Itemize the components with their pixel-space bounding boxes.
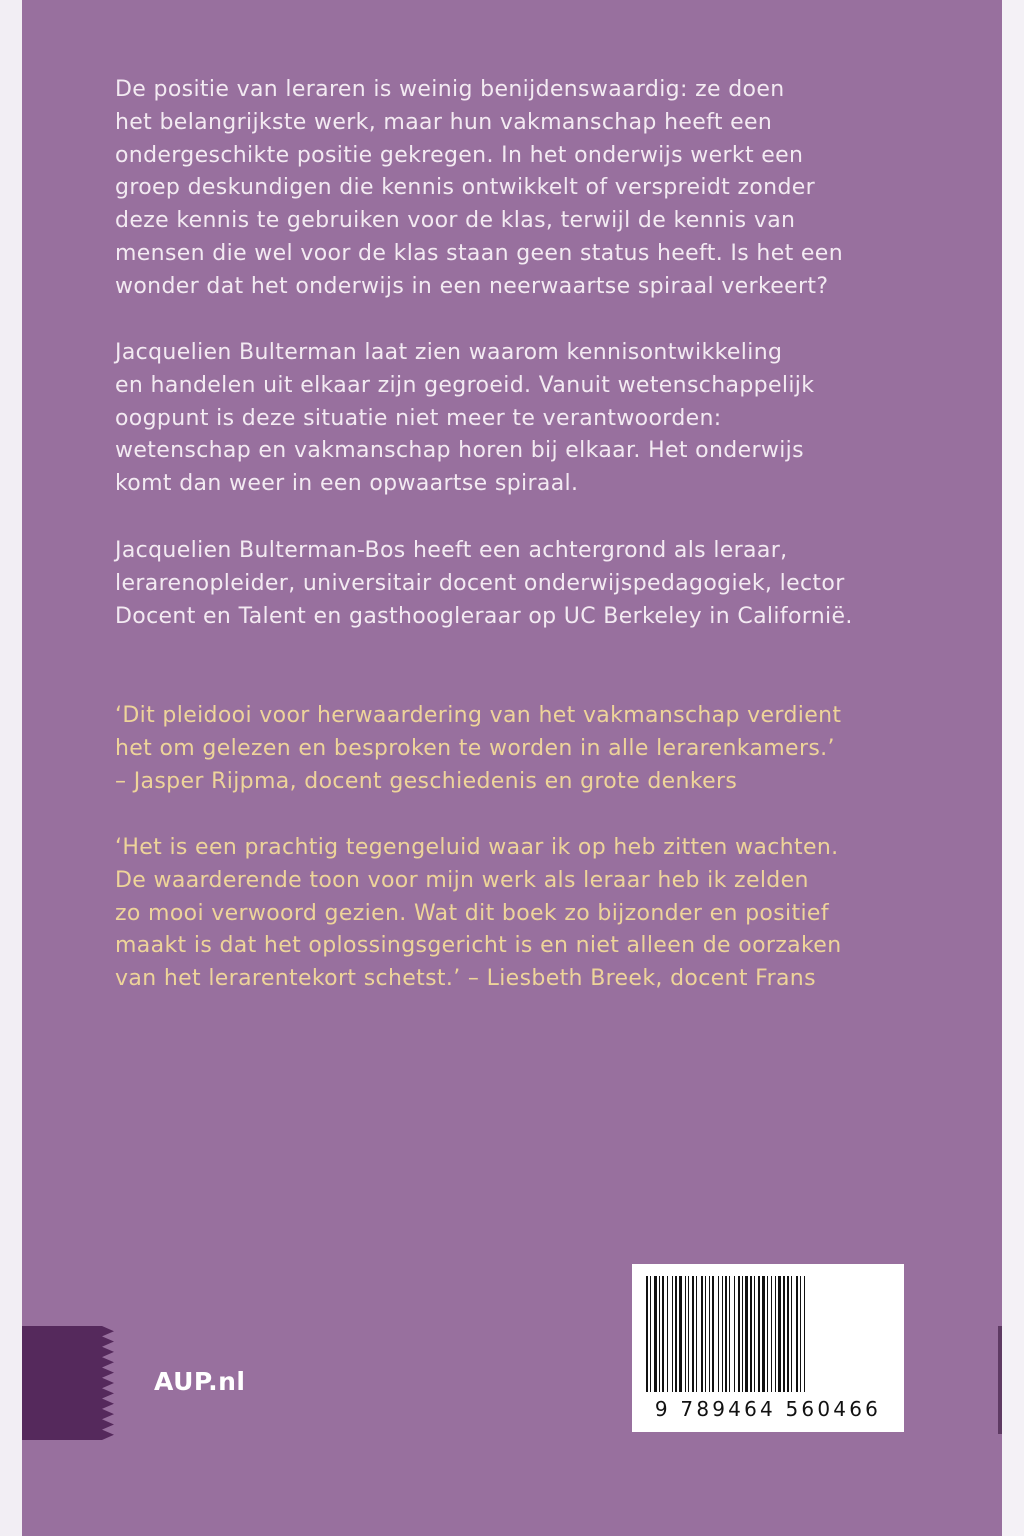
isbn-number: 9 789464 560466: [654, 1397, 882, 1421]
author-bio: Jacquelien Bulterman-Bos heeft een achtergrond als leraar, lerarenopleider, universitair docent onderwijspedagogiek, lector Docent en Talent en gasthoogleraar op UC Berkeley in Californië.: [115, 538, 853, 629]
isbn-barcode: [632, 1264, 904, 1432]
publisher-website[interactable]: AUP.nl: [154, 1367, 246, 1396]
review-quote-1: ‘Dit pleidooi voor herwaardering van het vakmanschap verdient het om gelezen en besproken te worden in alle lerarenkamers.’ – Jasper Rijpma, docent geschiedenis en grote denkers: [115, 703, 842, 794]
page-edge: [1002, 0, 1024, 1536]
publisher-tab-shape: [22, 1326, 114, 1440]
description-paragraph-1: De positie van leraren is weinig benijdenswaardig: ze doen het belangrijkste werk, maar hun vakmanschap heeft een ondergeschikte positie gekregen. In het onderwijs werkt een groep deskundigen die kennis ontwikkelt of verspreidt zonder deze kennis te gebruiken voor de klas, terwijl de kennis van mensen die wel voor de klas staan geen status heeft. Is het een wonder dat het onderwijs in een neerwaartse spiraal verkeert?: [115, 77, 843, 299]
review-quote-2: ‘Het is een prachtig tegengeluid waar ik op heb zitten wachten. De waarderende toon voor mijn werk als leraar heb ik zelden zo mooi verwoord gezien. Wat dit boek zo bijzonder en positief maakt is dat het oplossingsgericht is en niet alleen de oorzaken van het lerarentekort schetst.’ – Liesbeth Breek, docent Frans: [115, 835, 842, 992]
spine-mark: [998, 1326, 1002, 1434]
description-paragraph-2: Jacquelien Bulterman laat zien waarom kennisontwikkeling en handelen uit elkaar zijn gegroeid. Vanuit wetenschappelijk oogpunt is deze situatie niet meer te verantwoorden: wetenschap en vakmanschap horen bij elkaar. Het onderwijs komt dan weer in een opwaartse spiraal.: [115, 340, 815, 497]
publisher-tab: [22, 1326, 114, 1440]
